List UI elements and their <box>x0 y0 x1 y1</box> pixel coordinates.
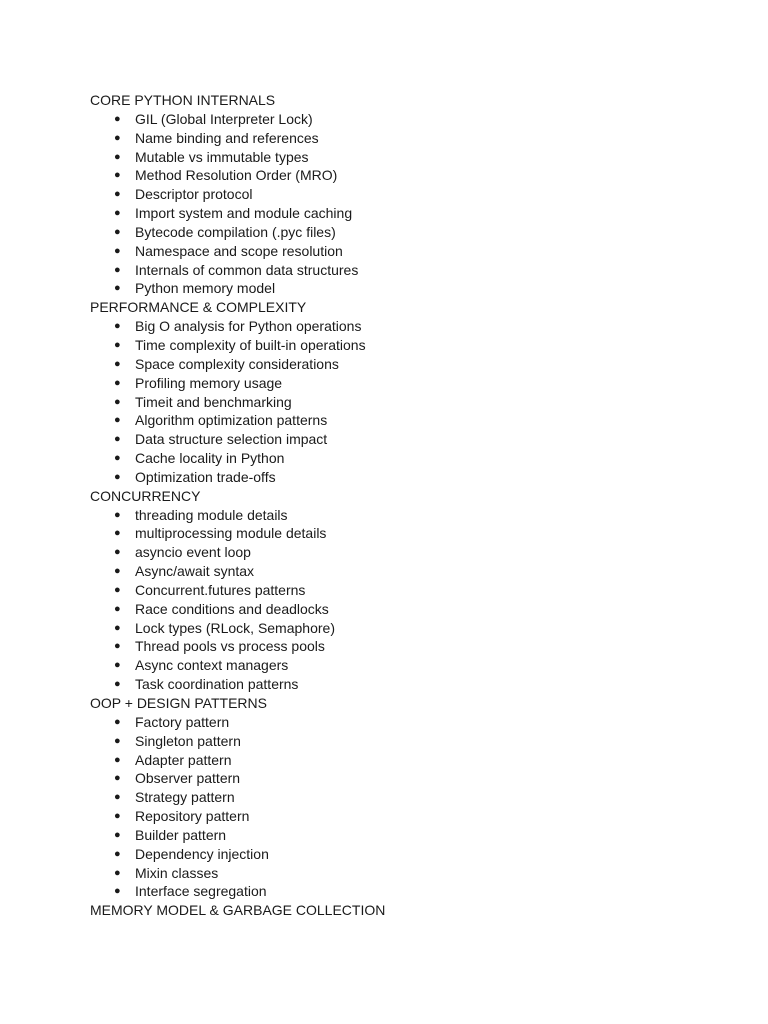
list-item-text: Thread pools vs process pools <box>135 638 325 655</box>
list-item <box>90 242 690 261</box>
bullet-icon: ● <box>114 188 121 201</box>
bullet-icon: ● <box>114 791 121 804</box>
section-heading-oop-design-patterns: OOP + DESIGN PATTERNS <box>90 695 267 711</box>
bullet-icon: ● <box>114 659 121 672</box>
list-item-text: Bytecode compilation (.pyc files) <box>135 223 336 240</box>
list-item <box>90 732 690 751</box>
bullet-icon: ● <box>114 207 121 220</box>
section-heading-concurrency: CONCURRENCY <box>90 487 201 504</box>
list-item-text: Repository pattern <box>135 808 250 825</box>
bullet-icon: ● <box>114 640 121 653</box>
list-item <box>90 637 690 656</box>
bullet-icon: ● <box>114 414 121 427</box>
list-item <box>90 543 690 562</box>
bullet-icon: ● <box>114 433 121 446</box>
list-item <box>90 524 690 543</box>
bullet-icon: ● <box>114 169 121 182</box>
bullet-icon: ● <box>114 583 121 596</box>
list-item <box>90 185 690 204</box>
list-item-text: Profiling memory usage <box>135 374 283 391</box>
bullet-icon: ● <box>114 282 121 295</box>
list-item <box>90 882 690 901</box>
list-item <box>90 110 690 129</box>
list-item-text: Mixin classes <box>135 864 219 881</box>
bullet-icon: ● <box>114 131 121 144</box>
bullet-list <box>90 713 690 901</box>
list-item <box>90 675 690 694</box>
bullet-icon: ● <box>114 621 121 634</box>
list-item <box>90 788 690 807</box>
list-item <box>90 430 690 449</box>
bullet-icon: ● <box>114 753 121 766</box>
bullet-icon: ● <box>114 546 121 559</box>
list-item <box>90 826 690 845</box>
list-item <box>90 449 690 468</box>
list-item <box>90 148 690 167</box>
list-item <box>90 317 690 336</box>
list-item-text: Factory pattern <box>135 713 230 730</box>
list-item-text: Concurrent.futures patterns <box>135 581 306 598</box>
list-item-text: asyncio event loop <box>135 544 251 561</box>
list-item-text: Interface segregation <box>135 883 267 900</box>
bullet-icon: ● <box>114 338 121 351</box>
list-item-text: Race conditions and deadlocks <box>135 600 329 617</box>
bullet-icon: ● <box>114 112 121 125</box>
section-heading-core-python-internals: CORE PYTHON INTERNALS <box>90 92 276 108</box>
list-item-text: Internals of common data structures <box>135 261 359 278</box>
list-item-text: Optimization trade-offs <box>135 468 276 485</box>
list-item-text: GIL (Global Interpreter Lock) <box>135 110 313 127</box>
list-item-text: Async context managers <box>135 657 289 674</box>
list-item-text: Mutable vs immutable types <box>135 148 309 165</box>
list-item-text: Observer pattern <box>135 770 241 787</box>
list-item <box>90 166 690 185</box>
list-item <box>90 807 690 826</box>
bullet-icon: ● <box>114 678 121 691</box>
bullet-icon: ● <box>114 395 121 408</box>
list-item-text: multiprocessing module details <box>135 525 327 542</box>
list-item <box>90 204 690 223</box>
section-heading-performance-complexity: PERFORMANCE & COMPLEXITY <box>90 299 307 316</box>
bullet-icon: ● <box>114 527 121 540</box>
list-item <box>90 562 690 581</box>
list-item <box>90 581 690 600</box>
list-item-text: threading module details <box>135 506 288 523</box>
bullet-icon: ● <box>114 828 121 841</box>
bullet-icon: ● <box>114 452 121 465</box>
bullet-icon: ● <box>114 376 121 389</box>
list-item <box>90 411 690 430</box>
list-item <box>90 393 690 412</box>
list-item <box>90 336 690 355</box>
list-item <box>90 656 690 675</box>
list-item-text: Singleton pattern <box>135 732 241 749</box>
bullet-icon: ● <box>114 263 121 276</box>
list-item <box>90 279 690 298</box>
list-item-text: Strategy pattern <box>135 789 235 806</box>
bullet-icon: ● <box>114 357 121 370</box>
list-item-text: Data structure selection impact <box>135 431 328 448</box>
bullet-icon: ● <box>114 810 121 823</box>
list-item <box>90 769 690 788</box>
bullet-icon: ● <box>114 772 121 785</box>
bullet-list <box>90 317 690 487</box>
list-item <box>90 129 690 148</box>
list-item <box>90 713 690 732</box>
list-item-text: Adapter pattern <box>135 751 232 768</box>
list-item-text: Namespace and scope resolution <box>135 242 343 259</box>
list-item <box>90 619 690 638</box>
bullet-icon: ● <box>114 866 121 879</box>
list-item <box>90 468 690 487</box>
list-item <box>90 864 690 883</box>
list-item <box>90 355 690 374</box>
list-item <box>90 600 690 619</box>
section-heading-memory-model-garbage-collection: MEMORY MODEL & GARBAGE COLLECTION <box>90 902 386 919</box>
bullet-icon: ● <box>114 508 121 521</box>
bullet-icon: ● <box>114 320 121 333</box>
list-item-text: Method Resolution Order (MRO) <box>135 167 338 184</box>
list-item-text: Space complexity considerations <box>135 355 339 372</box>
document-body <box>90 91 690 920</box>
bullet-list <box>90 110 690 298</box>
list-item-text: Python memory model <box>135 280 276 297</box>
list-item <box>90 261 690 280</box>
list-item-text: Name binding and references <box>135 129 319 146</box>
list-item <box>90 751 690 770</box>
bullet-icon: ● <box>114 847 121 860</box>
list-item-text: Cache locality in Python <box>135 450 285 467</box>
bullet-icon: ● <box>114 470 121 483</box>
list-item <box>90 845 690 864</box>
bullet-icon: ● <box>114 225 121 238</box>
bullet-icon: ● <box>114 244 121 257</box>
list-item-text: Task coordination patterns <box>135 676 299 693</box>
list-item-text: Import system and module caching <box>135 205 353 222</box>
list-item <box>90 374 690 393</box>
list-item-text: Async/await syntax <box>135 563 255 580</box>
list-item-text: Big O analysis for Python operations <box>135 318 362 335</box>
list-item-text: Time complexity of built-in operations <box>135 336 366 353</box>
list-item <box>90 506 690 525</box>
bullet-icon: ● <box>114 885 121 898</box>
bullet-icon: ● <box>114 150 121 163</box>
list-item-text: Timeit and benchmarking <box>135 393 292 410</box>
bullet-list <box>90 506 690 694</box>
bullet-icon: ● <box>114 715 121 728</box>
list-item-text: Algorithm optimization patterns <box>135 412 328 429</box>
bullet-icon: ● <box>114 602 121 615</box>
bullet-icon: ● <box>114 565 121 578</box>
list-item-text: Descriptor protocol <box>135 186 253 203</box>
list-item-text: Builder pattern <box>135 826 227 843</box>
list-item <box>90 223 690 242</box>
list-item-text: Dependency injection <box>135 845 269 862</box>
bullet-icon: ● <box>114 734 121 747</box>
list-item-text: Lock types (RLock, Semaphore) <box>135 619 335 636</box>
